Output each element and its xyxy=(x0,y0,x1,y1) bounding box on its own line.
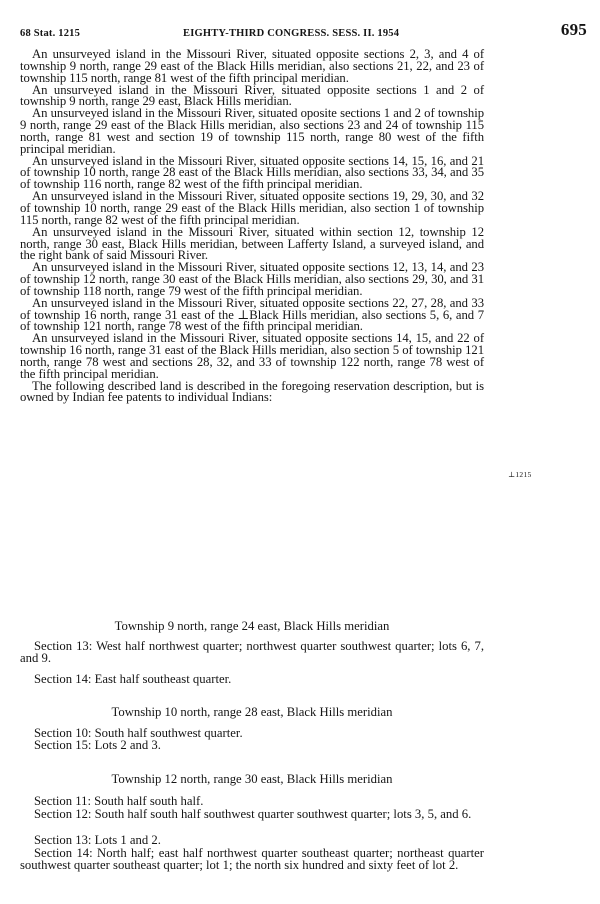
paragraph: An unsurveyed island in the Missouri River, situated oposite sections 1 and 2 of township 9 north, range 29 east of the Black Hills meridian, also sections 23 and 24 of township 115 north, range 81 west and section 19 of township 115 north, range 80 west of the fifth principal meridian. xyxy=(20,106,484,156)
paragraph: An unsurveyed island in the Missouri River, situated opposite sections 19, 29, 30, and 32 of township 10 north, range 29 east of the Black Hills meridian, also section 1 of township 115 north, range 82 west of the fifth principal meridian. xyxy=(20,189,484,227)
section-entry: Section 15: Lots 2 and 3. xyxy=(34,738,161,752)
section-entry: Section 14: East half southeast quarter. xyxy=(34,672,232,686)
section-entry: Section 13: West half northwest quarter; northwest quarter southwest quarter; lots 6, 7, and 9. xyxy=(20,639,484,666)
section-entry: Section 10: South half southwest quarter. xyxy=(34,726,243,740)
township-heading: Township 12 north, range 30 east, Black Hills meridian xyxy=(111,772,393,786)
margin-page-marker: ⊥1215 xyxy=(508,470,532,479)
paragraph: An unsurveyed island in the Missouri River, situated within section 12, township 12 north, range 30 east, Black Hills meridian, between Lafferty Island, a surveyed island, and the right bank of said Missouri River. xyxy=(20,224,484,263)
running-header xyxy=(20,20,590,44)
section-entry: Section 13: Lots 1 and 2. xyxy=(34,833,161,847)
paragraph: An unsurveyed island in the Missouri River, situated opposite sections 2, 3, and 4 of township 9 north, range 29 east of the Black Hills meridian, also sections 21, 22, and 23 of township 115 north, range 81 west of the fifth principal meridian. xyxy=(20,47,484,85)
reservation-description xyxy=(20,49,484,404)
section-entry: Section 14: North half; east half northwest quarter southeast quarter; northeast quarter southwest quarter southeast quarter; lot 1; the north six hundred and sixty feet of lot 2. xyxy=(20,846,484,873)
stat-reference: 68 Stat. 1215 xyxy=(20,28,81,39)
section-entry: Section 12: South half south half southwest quarter southwest quarter; lots 3, 5, and 6. xyxy=(34,807,472,821)
township-heading: Township 9 north, range 24 east, Black Hills meridian xyxy=(114,619,390,633)
paragraph: The following described land is described in the foregoing reservation description, but is owned by Indian fee patents to individual Indians: xyxy=(20,378,484,405)
township-heading: Township 10 north, range 28 east, Black Hills meridian xyxy=(111,705,393,719)
section-entry: Section 11: South half south half. xyxy=(34,794,204,808)
page-number: 695 xyxy=(560,20,587,39)
paragraph: An unsurveyed island in the Missouri River, situated opposite sections 22, 27, 28, and 33 of township 16 north, range 31 east of the ⊥Black Hills meridian, also sections 5, 6, and 7 of township 121 north, range 78 west of the fifth principal meridian. xyxy=(20,295,484,334)
paragraph: An unsurveyed island in the Missouri River, situated opposite sections 14, 15, and 22 of township 16 north, range 31 east of the Black Hills meridian, also section 5 of township 121 north, range 78 west and sections 28, 32, and 33 of township 122 north, range 78 west of the fifth principal meridian. xyxy=(20,331,484,381)
paragraph: An unsurveyed island in the Missouri River, situated opposite sections 14, 15, 16, and 21 of township 10 north, range 28 east of the Black Hills meridian, also sections 33, 34, and 35 of township 116 north, range 82 west of the fifth principal meridian. xyxy=(20,153,484,192)
congress-session: EIGHTY-THIRD CONGRESS. SESS. II. 1954 xyxy=(183,28,400,39)
paragraph: An unsurveyed island in the Missouri River, situated opposite sections 12, 13, 14, and 23 of township 12 north, range 30 east of the Black Hills meridian, also sections 29, 30, and 31 of township 118 north, range 79 west of the fifth principal meridian. xyxy=(20,260,484,298)
paragraph: An unsurveyed island in the Missouri River, situated opposite sections 1 and 2 of township 9 north, range 29 east, Black Hills meridian. xyxy=(20,82,484,109)
